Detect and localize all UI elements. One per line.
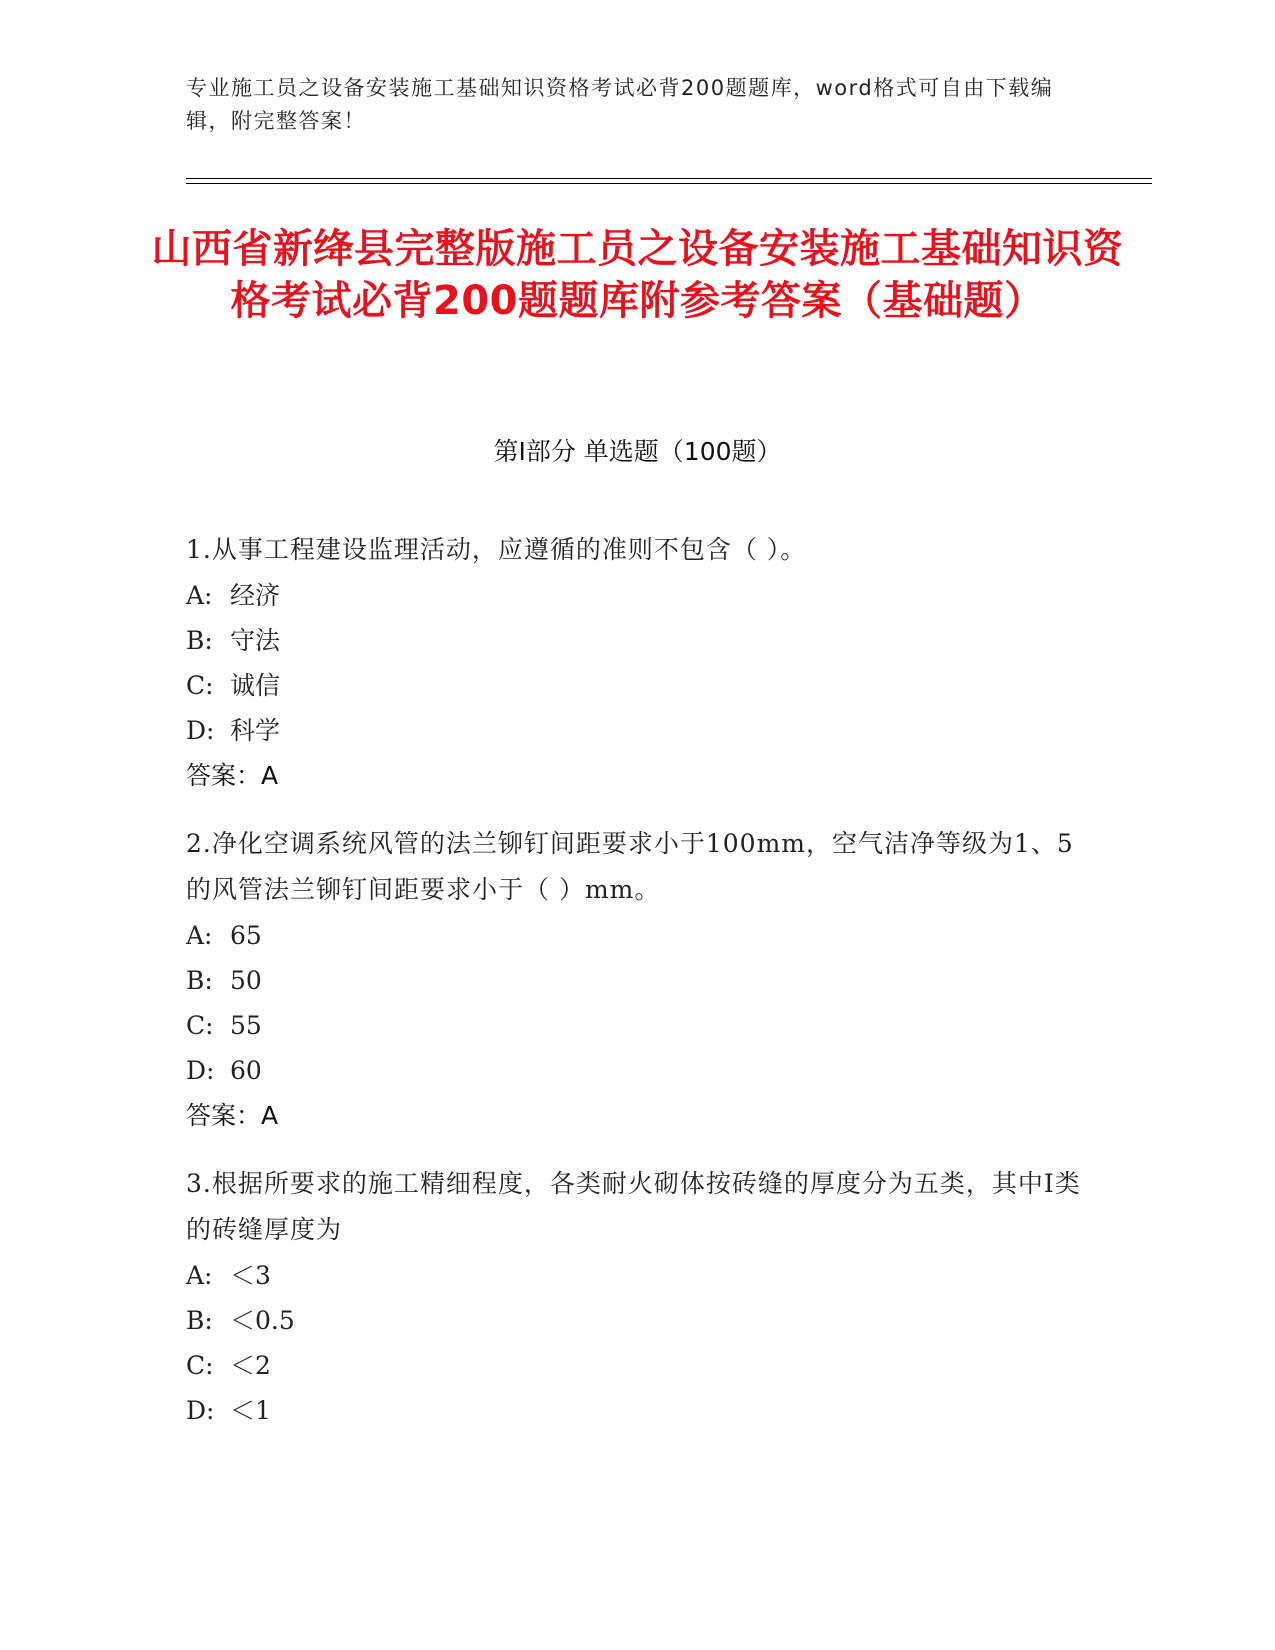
option-d	[186, 1048, 1086, 1093]
option-text: ＜0.5	[230, 1306, 295, 1335]
option-text: 65	[230, 921, 262, 950]
option-b	[186, 618, 1086, 663]
question-stem: 1.从事工程建设监理活动，应遵循的准则不包含（ ）。	[186, 535, 807, 564]
option-d	[186, 1388, 1086, 1433]
option-letter: B:	[186, 626, 213, 655]
option-text: ＜3	[230, 1261, 271, 1290]
option-a	[186, 913, 1086, 958]
option-d	[186, 708, 1086, 753]
answer-line: 答案：A	[186, 1101, 279, 1130]
answer-line: 答案：A	[186, 761, 279, 790]
question-stem: 2.净化空调系统风管的法兰铆钉间距要求小于100mm，空气洁净等级为1、5的风管法兰铆钉间距要求小于（ ）mm。	[186, 829, 1074, 904]
option-text: 55	[230, 1011, 262, 1040]
question-2	[186, 821, 1086, 1139]
section-title: 第I部分 单选题（100题）	[493, 437, 782, 466]
question-3	[186, 1161, 1086, 1433]
header-divider-bottom	[186, 183, 1152, 184]
option-text: 守法	[230, 626, 281, 655]
option-text: 经济	[230, 581, 281, 610]
option-letter: C:	[186, 1011, 214, 1040]
option-letter: C:	[186, 1351, 214, 1380]
option-letter: A:	[186, 581, 213, 610]
option-letter: D:	[186, 1396, 215, 1425]
option-letter: B:	[186, 1306, 213, 1335]
option-letter: D:	[186, 1056, 215, 1085]
option-letter: C:	[186, 671, 214, 700]
question-stem: 3.根据所要求的施工精细程度，各类耐火砌体按砖缝的厚度分为五类，其中I类的砖缝厚度为	[186, 1169, 1081, 1244]
option-letter: A:	[186, 921, 213, 950]
option-c	[186, 663, 1086, 708]
option-text: 60	[230, 1056, 262, 1085]
option-a	[186, 1253, 1086, 1298]
option-text: ＜1	[230, 1396, 271, 1425]
option-c	[186, 1343, 1086, 1388]
header-note: 专业施工员之设备安装施工基础知识资格考试必背200题题库，word格式可自由下载编辑，附完整答案！	[186, 76, 1054, 133]
option-a	[186, 573, 1086, 618]
question-list	[186, 527, 1086, 1455]
option-text: ＜2	[230, 1351, 271, 1380]
question-1	[186, 527, 1086, 799]
option-letter: D:	[186, 716, 215, 745]
document-title: 山西省新绛县完整版施工员之设备安装施工基础知识资格考试必背200题题库附参考答案（基础题）	[151, 226, 1124, 324]
option-b	[186, 1298, 1086, 1343]
option-text: 科学	[230, 716, 281, 745]
header-divider-top	[186, 178, 1152, 179]
option-c	[186, 1003, 1086, 1048]
option-text: 诚信	[230, 671, 281, 700]
option-letter: A:	[186, 1261, 213, 1290]
option-text: 50	[230, 966, 262, 995]
option-b	[186, 958, 1086, 1003]
option-letter: B:	[186, 966, 213, 995]
